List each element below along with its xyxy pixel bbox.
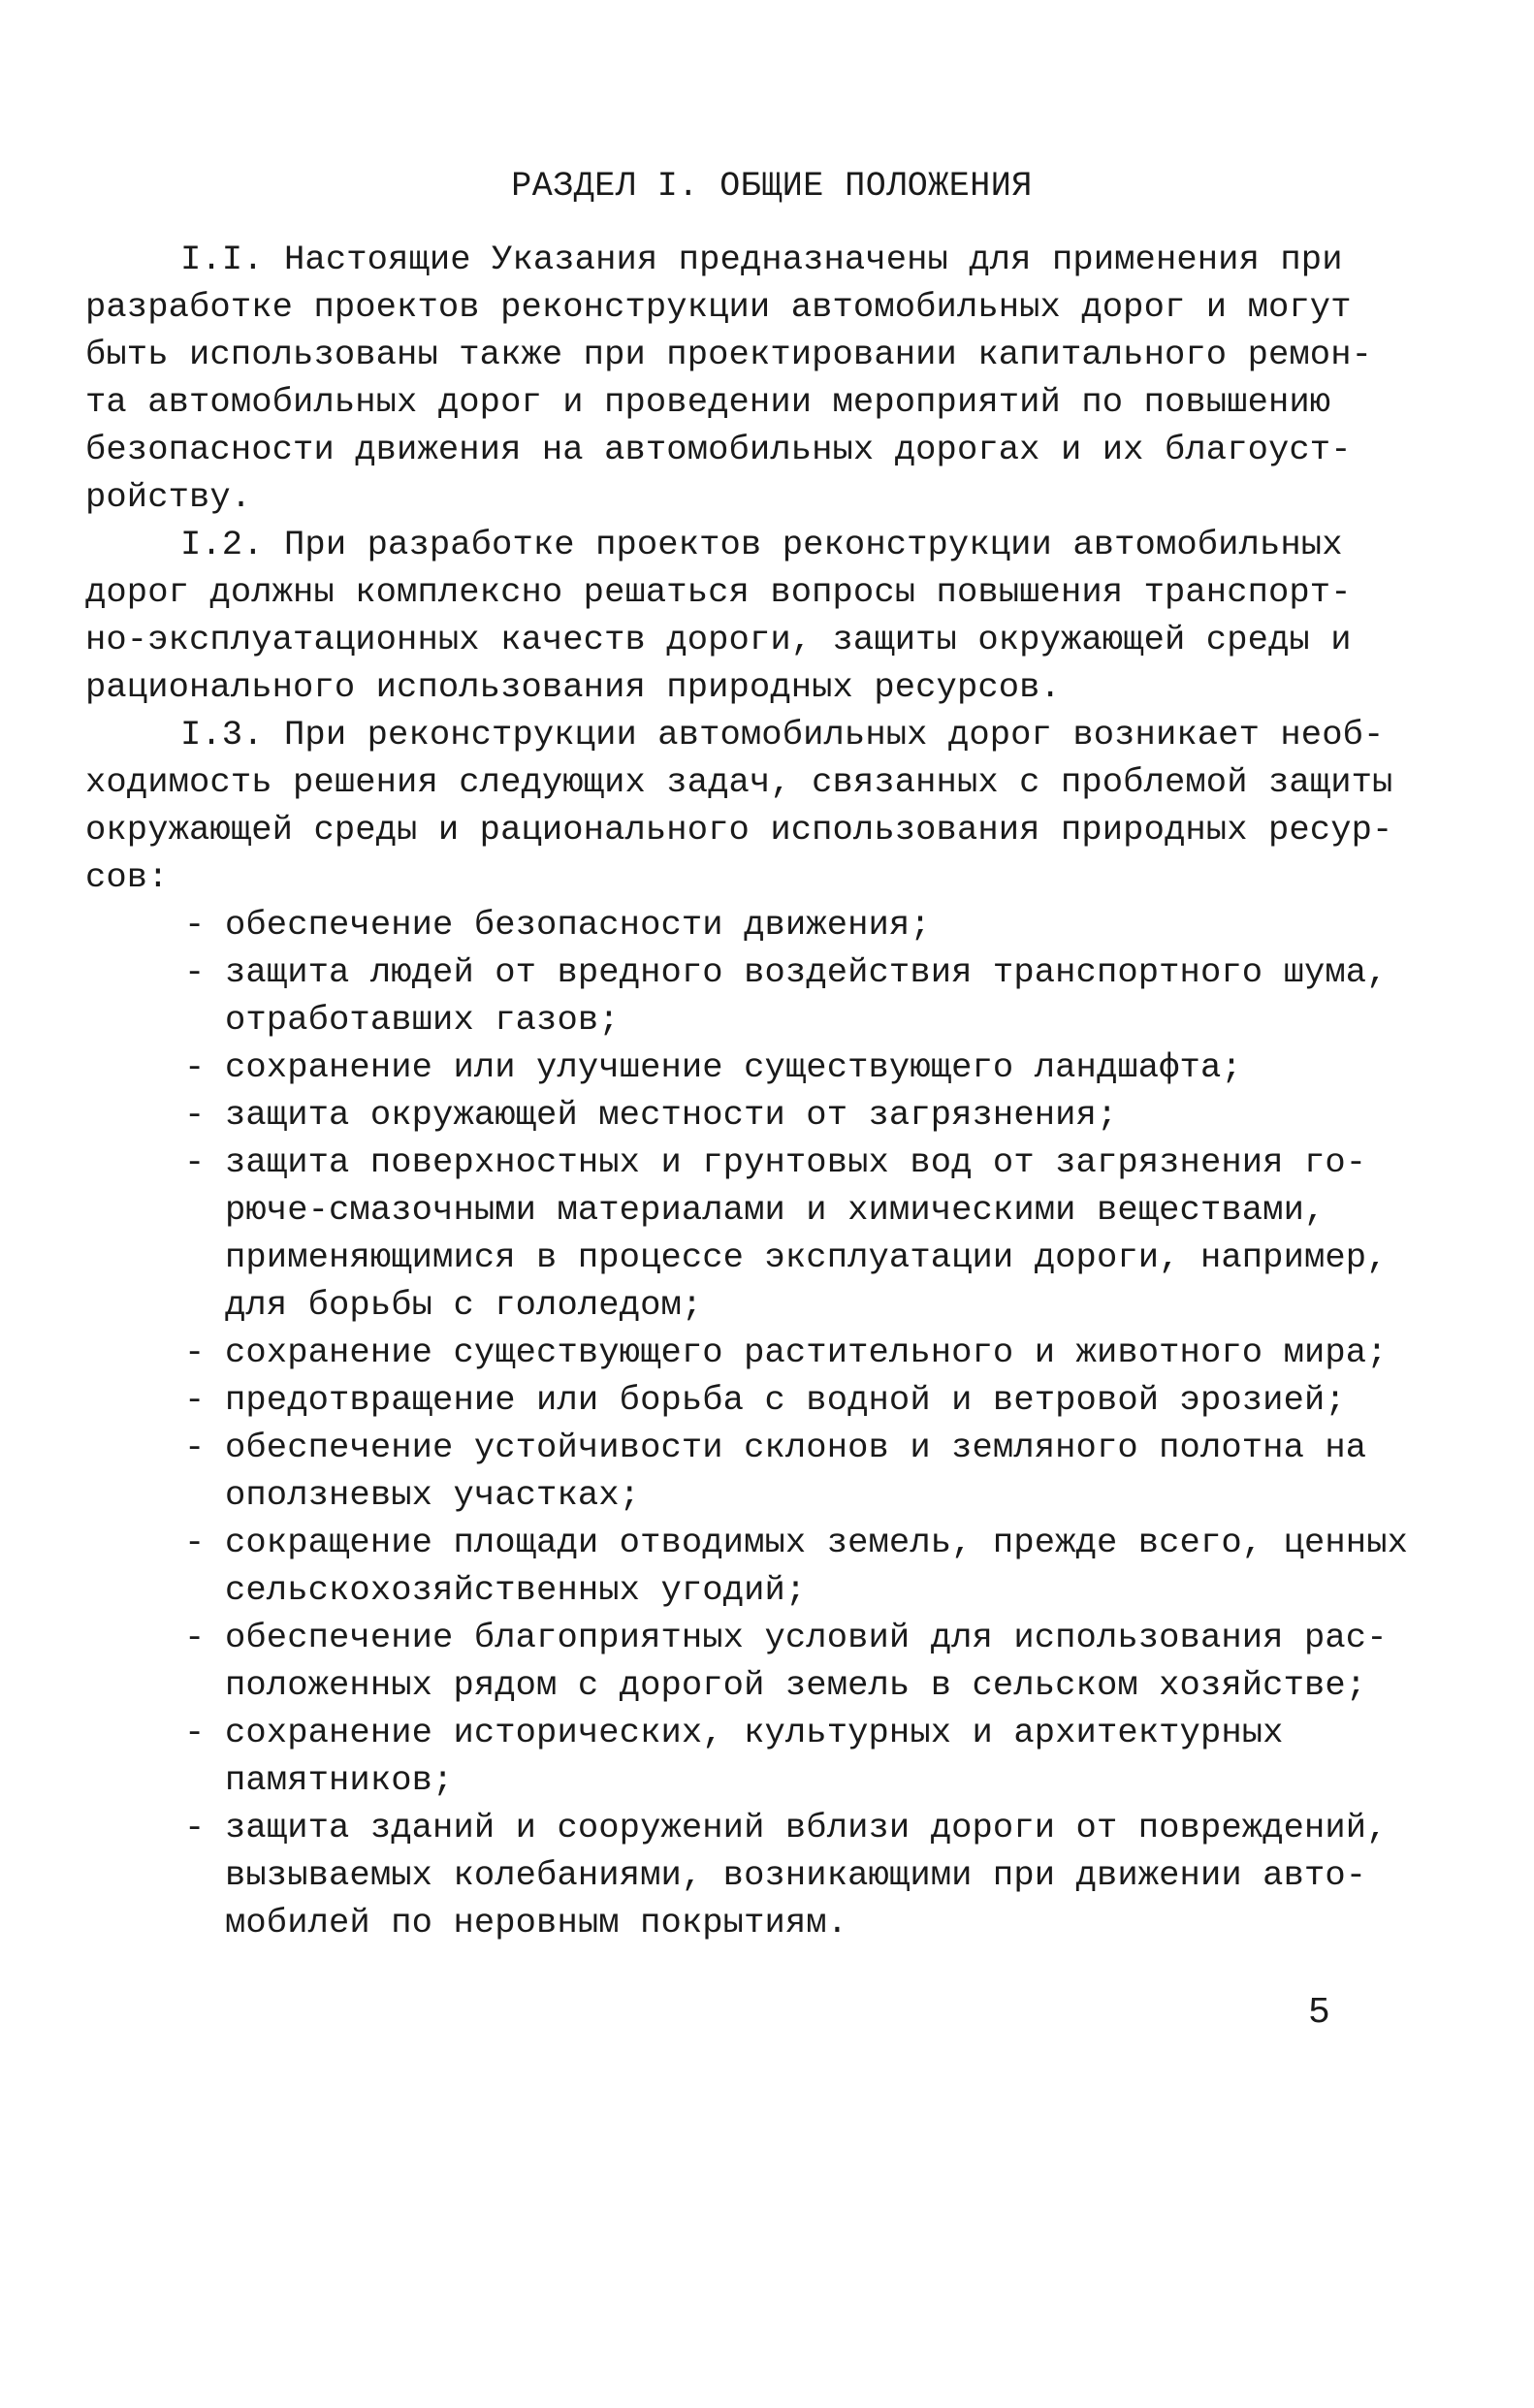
text-line: защита зданий и сооружений вблизи дороги от повреждений, [225,1808,1388,1847]
document-body [0,236,1534,1946]
text-line: обеспечение безопасности движения; [225,905,931,945]
list-dash: - [184,905,206,945]
text-line: I.I. Настоящие Указания предназначены для применения при [180,240,1343,279]
list-dash: - [184,952,206,992]
text-line: предотвращение или борьба с водной и ветровой эрозией; [225,1380,1346,1420]
text-line: сокращение площади отводимых земель, прежде всего, ценных [225,1523,1408,1562]
list-dash: - [184,1618,206,1657]
text-line: обеспечение благоприятных условий для использования рас- [225,1618,1388,1657]
list-item [0,1804,1534,1946]
text-line: ройству. [85,477,252,517]
text-line: защита людей от вредного воздействия транспортного шума, [225,952,1388,992]
list-dash: - [184,1523,206,1562]
list-dash: - [184,1047,206,1087]
list-item [0,1519,1534,1614]
text-line: защита окружающей местности от загрязнения; [225,1095,1118,1135]
list-item [0,1329,1534,1376]
text-line: рационального использования природных ресурсов. [85,667,1061,707]
text-line: применяющимися в процессе эксплуатации дороги, например, [225,1237,1388,1277]
page-number: 5 [1308,1992,1330,2034]
text-line: но-эксплуатационных качеств дороги, защиты окружающей среды и [85,620,1352,659]
text-line: ходимость решения следующих задач, связанных с проблемой защиты [85,762,1393,802]
text-line: положенных рядом с дорогой земель в сельском хозяйстве; [225,1665,1367,1705]
text-line: сохранение или улучшение существующего ландшафта; [225,1047,1242,1087]
paragraph-1-1 [0,236,1534,521]
paragraph-1-3 [0,711,1534,901]
list-dash: - [184,1380,206,1420]
list-item [0,901,1534,948]
text-line: сов: [85,857,169,897]
text-line: быть использованы также при проектировании капитального ремон- [85,335,1373,374]
text-line: мобилей по неровным покрытиям. [225,1903,848,1942]
text-line: рюче-смазочными материалами и химическими веществами, [225,1190,1326,1230]
text-line: дорог должны комплексно решаться вопросы повышения транспорт- [85,572,1352,612]
list-dash: - [184,1713,206,1752]
text-line: памятников; [225,1760,454,1800]
text-line: вызываемых колебаниями, возникающими при движении авто- [225,1855,1367,1895]
text-line: обеспечение устойчивости склонов и земляного полотна на [225,1428,1367,1467]
list-item [0,948,1534,1043]
task-list [0,901,1534,1946]
paragraph-1-2 [0,521,1534,711]
list-item [0,1424,1534,1519]
list-item [0,1043,1534,1091]
text-line: отработавших газов; [225,1000,620,1040]
list-item [0,1091,1534,1139]
section-heading: РАЗДЕЛ I. ОБЩИЕ ПОЛОЖЕНИЯ [511,167,1033,206]
text-line: окружающей среды и рационального использования природных ресур- [85,810,1393,850]
list-item [0,1709,1534,1804]
text-line: безопасности движения на автомобильных дорогах и их благоуст- [85,430,1352,469]
text-line: сельскохозяйственных угодий; [225,1570,807,1610]
list-dash: - [184,1142,206,1182]
list-item [0,1376,1534,1424]
text-line: разработке проектов реконструкции автомобильных дорог и могут [85,287,1352,327]
text-line: I.3. При реконструкции автомобильных дорог возникает необ- [180,715,1385,755]
text-line: сохранение исторических, культурных и архитектурных [225,1713,1284,1752]
list-dash: - [184,1095,206,1135]
list-item [0,1614,1534,1709]
list-dash: - [184,1332,206,1372]
list-item [0,1139,1534,1329]
text-line: та автомобильных дорог и проведении мероприятий по повышению [85,382,1331,422]
list-dash: - [184,1428,206,1467]
list-dash: - [184,1808,206,1847]
text-line: I.2. При разработке проектов реконструкции автомобильных [180,525,1343,564]
text-line: оползневых участках; [225,1475,641,1515]
text-line: защита поверхностных и грунтовых вод от загрязнения го- [225,1142,1367,1182]
text-line: для борьбы с гололедом; [225,1285,703,1325]
text-line: сохранение существующего растительного и животного мира; [225,1332,1388,1372]
